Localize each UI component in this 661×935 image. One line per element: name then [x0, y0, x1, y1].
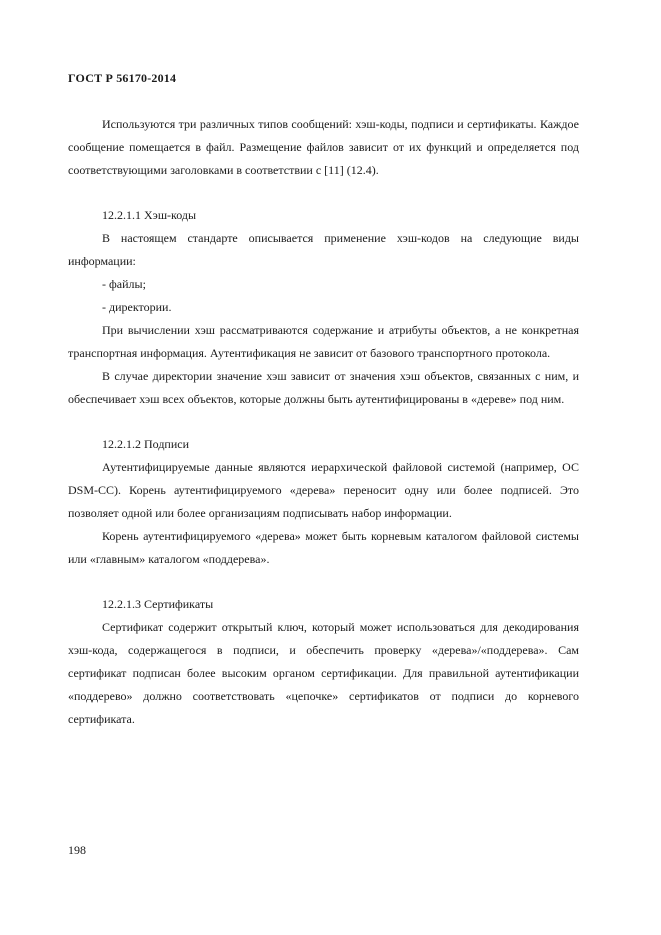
hash-codes-paragraph-2: При вычислении хэш рассматриваются содержание и атрибуты объектов, а не конкретная транспортная информация. Аутентификация не зависит от базового транспортного протокола. — [68, 323, 579, 360]
list-item-files: - файлы; — [102, 277, 146, 291]
section-spacer — [68, 571, 579, 593]
certificates-paragraph-1: Сертификат содержит открытый ключ, который может использоваться для декодирования хэш-кода, содержащегося в подписи, и обеспечить проверку «дерева»/«поддерева». Сам сертификат подписан более высоким органом сертификации. Для правильной аутентификации «поддерево» должно соответствовать «цепочке» сертификатов от подписи до корневого сертификата. — [68, 620, 579, 726]
list-item-directories: - директории. — [102, 300, 172, 314]
document-body — [68, 113, 579, 731]
document-code-header: ГОСТ Р 56170-2014 — [68, 71, 177, 85]
section-heading-signatures: 12.2.1.2 Подписи — [102, 437, 190, 451]
section-spacer — [68, 182, 579, 204]
hash-codes-paragraph-1: В настоящем стандарте описывается применение хэш-кодов на следующие виды информации: — [68, 231, 579, 268]
hash-codes-paragraph-3: В случае директории значение хэш зависит от значения хэш объектов, связанных с ним, и обеспечивает хэш всех объектов, которые должны быть аутентифицированы в «дереве» под ним. — [68, 369, 579, 406]
section-heading-certificates: 12.2.1.3 Сертификаты — [102, 597, 214, 611]
section-heading-hash-codes: 12.2.1.1 Хэш-коды — [102, 208, 197, 222]
signatures-paragraph-2: Корень аутентифицируемого «дерева» может быть корневым каталогом файловой системы или «главным» каталогом «поддерева». — [68, 529, 579, 566]
intro-paragraph: Используются три различных типов сообщений: хэш-коды, подписи и сертификаты. Каждое сообщение помещается в файл. Размещение файлов зависит от их функций и определяется под соответствующими заголовками в соответствии с [11] (12.4). — [68, 117, 579, 177]
signatures-paragraph-1: Аутентифицируемые данные являются иерархической файловой системой (например, ОС DSM-CC). Корень аутентифицируемого «дерева» переносит одну или более подписей. Это позволяет одной или более организациям подписывать набор информации. — [68, 460, 579, 520]
section-spacer — [68, 411, 579, 433]
page-number: 198 — [68, 843, 86, 857]
